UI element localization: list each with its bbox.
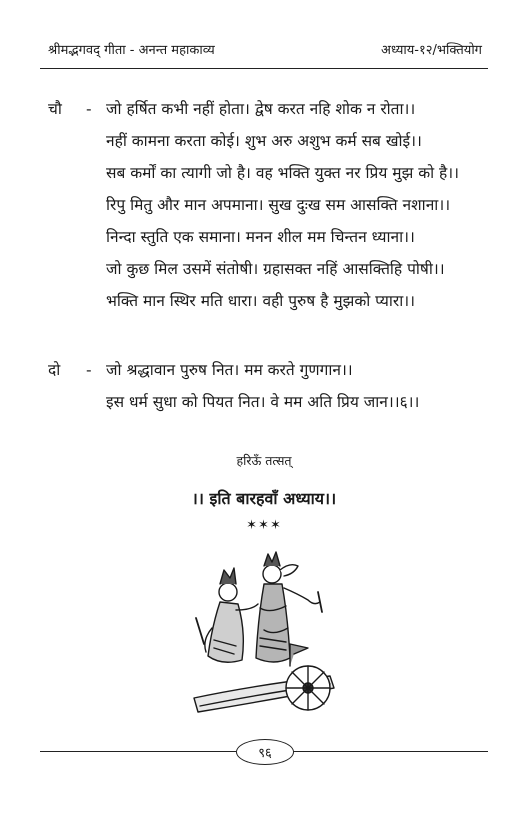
verse-dash: - [86, 100, 92, 118]
header-book-title: श्रीमद्भगवद् गीता - अनन्त महाकाव्य [48, 43, 215, 58]
verse-row [48, 225, 488, 257]
page-number [236, 739, 294, 765]
verse-line: नहीं कामना करता कोई। शुभ अरु अशुभ कर्म सब खोई।। [106, 132, 422, 150]
verse-row [48, 289, 488, 321]
verse-line: सब कर्मों का त्यागी जो है। वह भक्ति युक्त नर प्रिय मुझ को है।। [106, 164, 460, 182]
verse-dash: - [86, 361, 92, 379]
chaupai-block [48, 97, 488, 321]
section-stars: ✶✶✶ [246, 518, 282, 533]
verse-line: जो हर्षित कभी नहीं होता। द्वेष करत नहि शोक न रोता।। [106, 100, 416, 118]
verse-line: इस धर्म सुधा को पियत नित। वे मम अति प्रिय जान।।६।। [106, 393, 420, 411]
page-header [48, 40, 482, 58]
verse-line: भक्ति मान स्थिर मति धारा। वही पुरुष है मुझको प्यारा।। [106, 292, 415, 310]
verse-row [48, 257, 488, 289]
verse-line: निन्दा स्तुति एक समाना। मनन शील मम चिन्तन ध्याना।। [106, 228, 415, 246]
page-number-text: ९६ [258, 746, 272, 761]
verse-line: जो श्रद्धावान पुरुष नित। मम करते गुणगान।। [106, 361, 353, 379]
header-divider [40, 68, 488, 69]
chapter-end-title: ।। इति बारहवाँ अध्याय।। [191, 489, 337, 508]
krishna-arjuna-chariot-illustration-icon [190, 548, 338, 718]
header-chapter-title: अध्याय-१२/भक्तियोग [381, 43, 482, 58]
chaupai-label: चौ [48, 100, 62, 118]
verse-row [48, 129, 488, 161]
verse-row [48, 358, 488, 390]
doha-label: दो [48, 361, 61, 379]
verse-row [48, 193, 488, 225]
verse-row [48, 161, 488, 193]
verse-row [48, 390, 488, 422]
footer-divider-left [40, 751, 236, 752]
verse-line: रिपु मितु और मान अपमाना। सुख दुःख सम आसक्ति नशाना।। [106, 196, 451, 214]
footer-divider-right [292, 751, 488, 752]
verse-row [48, 97, 488, 129]
hariom-tatsat: हरिऊँ तत्सत् [236, 453, 292, 468]
doha-block [48, 358, 488, 422]
verse-line: जो कुछ मिल उसमें संतोषी। ग्रहासक्त नहिं आसक्तिहि पोषी।। [106, 260, 445, 278]
